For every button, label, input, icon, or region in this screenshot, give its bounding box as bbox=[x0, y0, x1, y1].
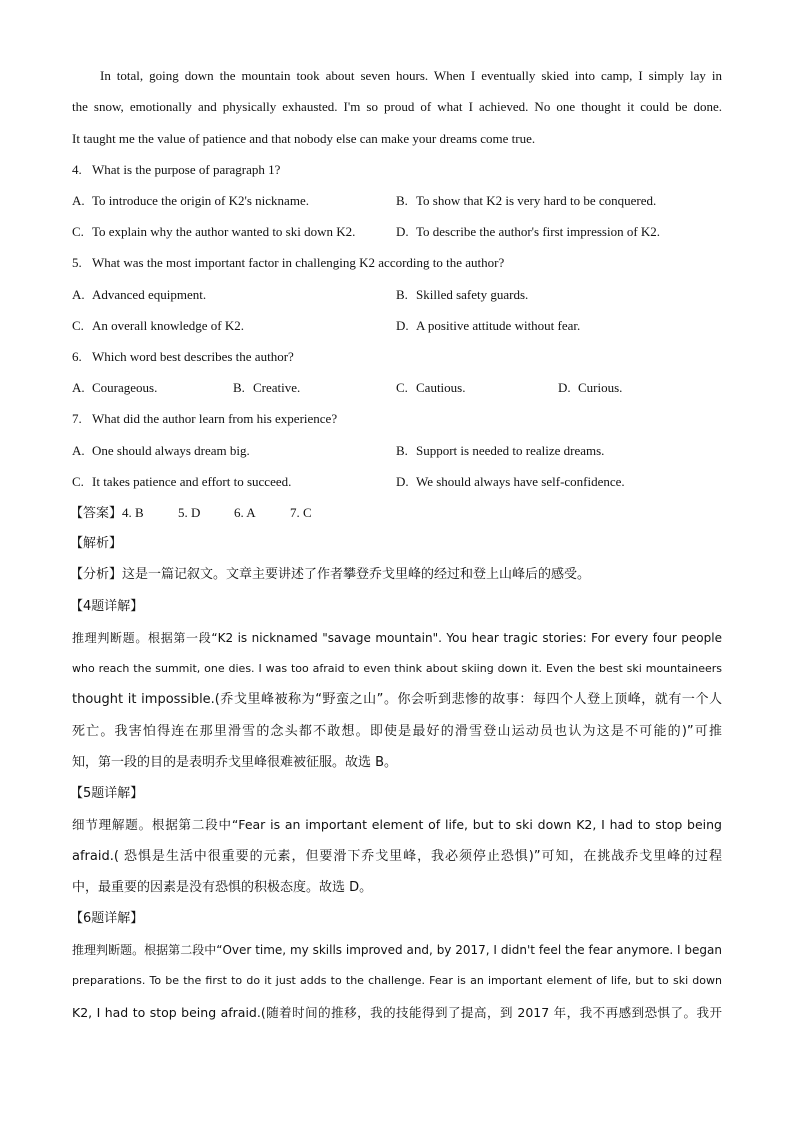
question-number: 6. bbox=[72, 349, 82, 364]
option-text: It takes patience and effort to succeed. bbox=[92, 474, 292, 489]
answer-label: 【答案】 bbox=[70, 506, 123, 521]
question-text: Which word best describes the author? bbox=[92, 349, 294, 364]
passage-line-1: In total, going down the mountain took about seven hours. When I eventually skied into camp, I simply lay in bbox=[100, 68, 722, 83]
option-letter: B. bbox=[396, 443, 408, 458]
answer-item: 4. B bbox=[122, 505, 144, 520]
option-7d bbox=[396, 473, 625, 491]
option-letter: D. bbox=[396, 474, 409, 489]
option-text: To describe the author's first impression of K2. bbox=[416, 224, 661, 239]
option-4c bbox=[72, 223, 355, 241]
option-text: Creative. bbox=[253, 380, 301, 395]
detail-heading-5: 【5题详解】 bbox=[70, 786, 144, 801]
option-letter: A. bbox=[72, 380, 85, 395]
option-letter: D. bbox=[396, 318, 409, 333]
detail-4-line-1: 推理判断题。根据第一段“K2 is nicknamed "savage mountain". You hear tragic stories: For every four people bbox=[72, 631, 722, 645]
option-letter: A. bbox=[72, 287, 85, 302]
option-7b bbox=[396, 442, 604, 460]
question-7 bbox=[72, 410, 337, 428]
answer-item: 7. C bbox=[290, 505, 312, 520]
detail-4-line-5: 知，第一段的目的是表明乔戈里峰很难被征服。故选 B。 bbox=[72, 755, 398, 770]
option-letter: D. bbox=[558, 380, 571, 395]
question-number: 7. bbox=[72, 411, 82, 426]
question-4 bbox=[72, 161, 280, 179]
option-letter: A. bbox=[72, 193, 85, 208]
option-letter: D. bbox=[396, 224, 409, 239]
option-text: Curious. bbox=[578, 380, 623, 395]
option-text: To show that K2 is very hard to be conquered. bbox=[416, 193, 657, 208]
detail-6-line-1: 推理判断题。根据第二段中“Over time, my skills improved and, by 2017, I didn't feel the fear anymore. I began bbox=[72, 943, 722, 957]
answer-item: 5. D bbox=[178, 505, 201, 520]
option-text: A positive attitude without fear. bbox=[416, 318, 581, 333]
detail-6-line-3: K2, I had to stop being afraid.(随着时间的推移，我的技能得到了提高，到 2017 年，我不再感到恐惧了。我开 bbox=[72, 1005, 722, 1020]
detail-6-line-2: preparations. To be the first to do it just adds to the challenge. Fear is an important element of life, but to ski down bbox=[72, 974, 722, 987]
option-text: One should always dream big. bbox=[92, 443, 250, 458]
question-number: 4. bbox=[72, 162, 82, 177]
option-letter: B. bbox=[233, 380, 245, 395]
detail-4-line-4: 死亡。我害怕得连在那里滑雪的念头都不敢想。即使是最好的滑雪登山运动员也认为这是不可能的)”可推 bbox=[72, 724, 722, 739]
detail-5-line-3: 中，最重要的因素是没有恐惧的积极态度。故选 D。 bbox=[72, 880, 373, 895]
option-letter: C. bbox=[72, 224, 84, 239]
question-6 bbox=[72, 348, 294, 366]
option-4d bbox=[396, 223, 660, 241]
option-text: To explain why the author wanted to ski down K2. bbox=[92, 224, 356, 239]
question-text: What was the most important factor in challenging K2 according to the author? bbox=[92, 255, 505, 270]
option-text: An overall knowledge of K2. bbox=[92, 318, 244, 333]
summary-line bbox=[70, 566, 590, 584]
detail-heading-4: 【4题详解】 bbox=[70, 599, 144, 614]
summary-label: 【分析】 bbox=[70, 567, 123, 582]
summary-text: 这是一篇记叙文。文章主要讲述了作者攀登乔戈里峰的经过和登上山峰后的感受。 bbox=[122, 567, 591, 582]
question-number: 5. bbox=[72, 255, 82, 270]
detail-4-line-3: thought it impossible.(乔戈里峰被称为“野蛮之山”。你会听到悲惨的故事：每四个人登上顶峰，就有一个人 bbox=[72, 692, 722, 707]
option-text: Skilled safety guards. bbox=[416, 287, 529, 302]
option-letter: C. bbox=[72, 474, 84, 489]
option-5c bbox=[72, 317, 244, 335]
detail-4-line-2: who reach the summit, one dies. I was too afraid to even think about skiing down it. Even the best ski mountaineers bbox=[72, 662, 722, 675]
option-letter: C. bbox=[396, 380, 408, 395]
option-letter: B. bbox=[396, 287, 408, 302]
option-text: Cautious. bbox=[416, 380, 466, 395]
detail-5-line-2: afraid.( 恐惧是生活中很重要的元素，但要滑下乔戈里峰，我必须停止恐惧)”可知，在挑战乔戈里峰的过程 bbox=[72, 849, 722, 864]
option-5a bbox=[72, 286, 206, 304]
option-text: Support is needed to realize dreams. bbox=[416, 443, 605, 458]
option-letter: B. bbox=[396, 193, 408, 208]
option-6a bbox=[72, 379, 157, 397]
option-4b bbox=[396, 192, 656, 210]
answer-line bbox=[70, 504, 346, 522]
detail-5-line-1: 细节理解题。根据第二段中“Fear is an important element of life, but to ski down K2, I had to stop being bbox=[72, 817, 722, 832]
question-5 bbox=[72, 254, 504, 272]
option-5d bbox=[396, 317, 580, 335]
passage-line-2: the snow, emotionally and physically exhausted. I'm so proud of what I achieved. No one thought it could be done. bbox=[72, 99, 722, 114]
option-letter: A. bbox=[72, 443, 85, 458]
option-4a bbox=[72, 192, 309, 210]
option-7a bbox=[72, 442, 250, 460]
analysis-label: 【解析】 bbox=[70, 536, 123, 551]
question-text: What did the author learn from his experience? bbox=[92, 411, 338, 426]
detail-heading-6: 【6题详解】 bbox=[70, 911, 144, 926]
option-text: Courageous. bbox=[92, 380, 158, 395]
option-6c bbox=[396, 379, 465, 397]
answer-item: 6. A bbox=[234, 505, 256, 520]
passage-line-3: It taught me the value of patience and that nobody else can make your dreams come true. bbox=[72, 131, 536, 146]
option-text: Advanced equipment. bbox=[92, 287, 207, 302]
option-5b bbox=[396, 286, 528, 304]
option-text: To introduce the origin of K2's nickname. bbox=[92, 193, 309, 208]
option-7c bbox=[72, 473, 291, 491]
option-6b bbox=[233, 379, 300, 397]
option-text: We should always have self-confidence. bbox=[416, 474, 625, 489]
question-text: What is the purpose of paragraph 1? bbox=[92, 162, 281, 177]
option-letter: C. bbox=[72, 318, 84, 333]
option-6d bbox=[558, 379, 622, 397]
